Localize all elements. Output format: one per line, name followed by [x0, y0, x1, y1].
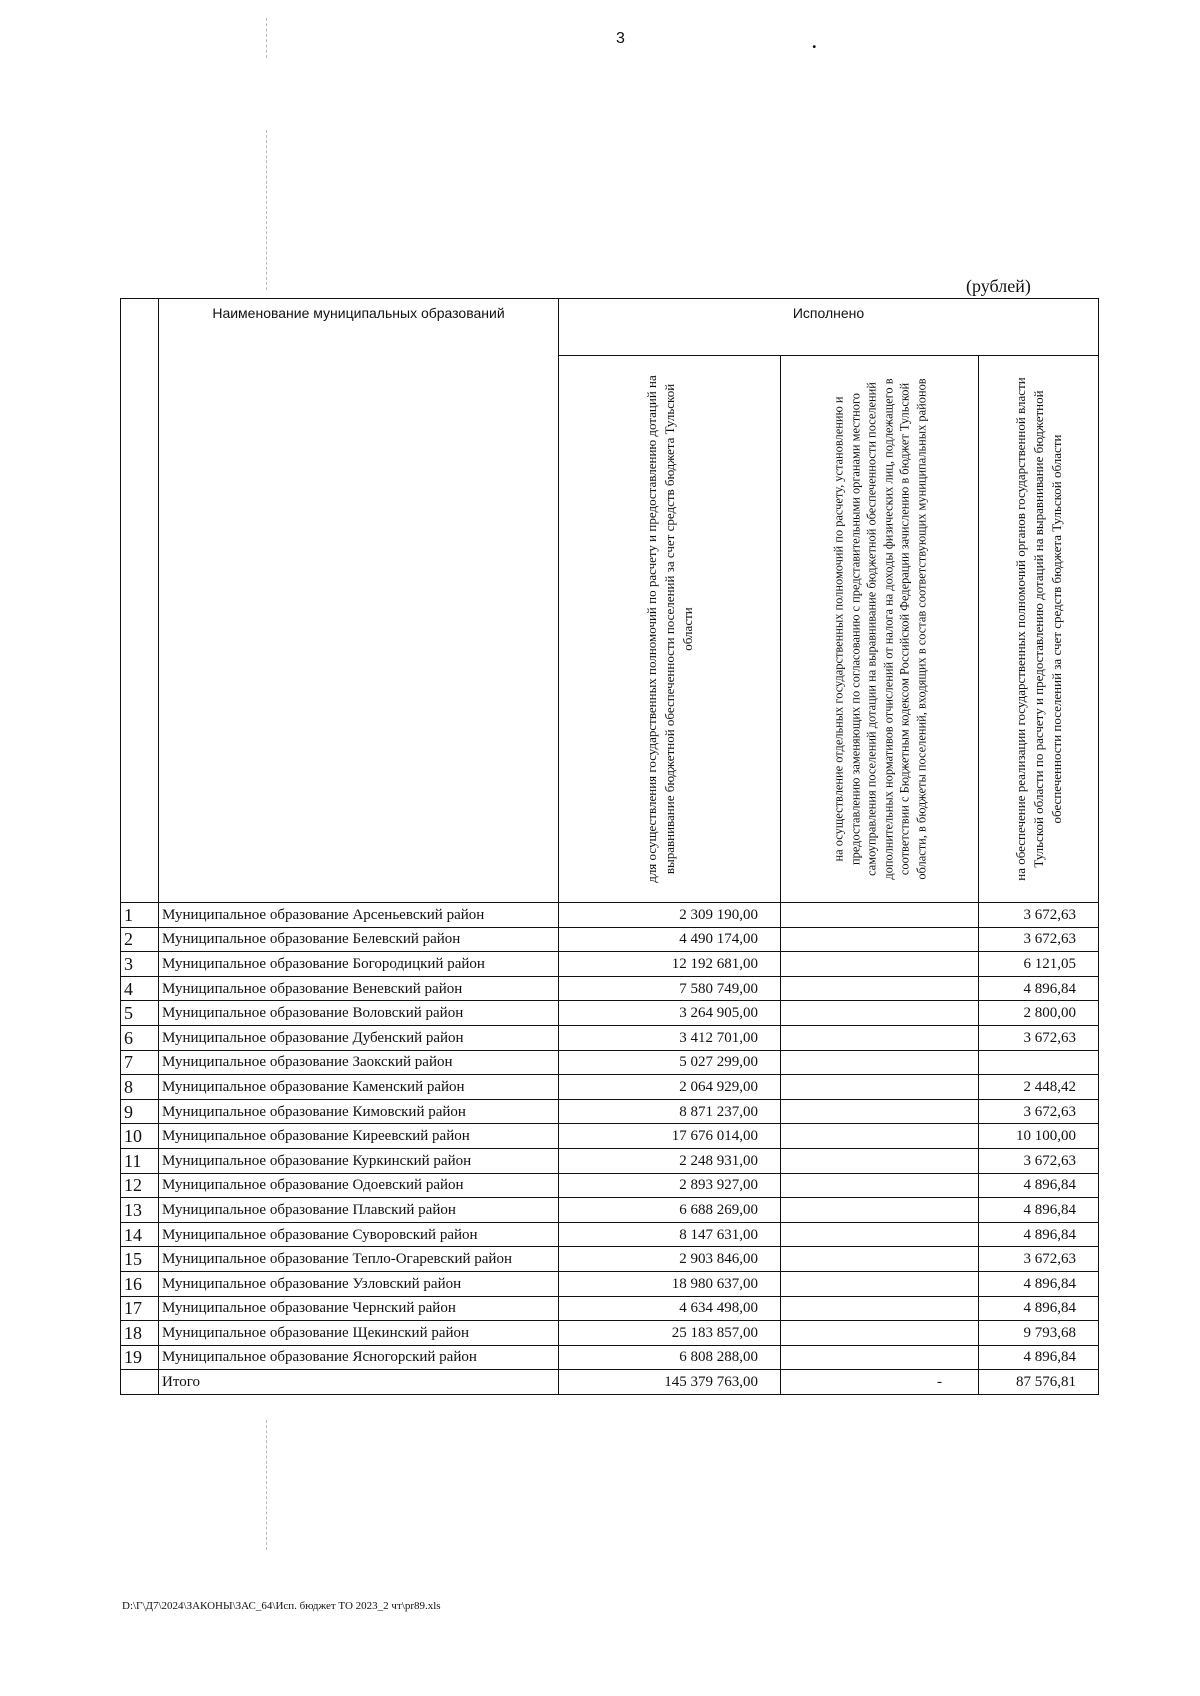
table-row — [121, 1001, 1099, 1026]
row-value-state-powers: 3 412 701,00 — [559, 1025, 781, 1050]
row-municipality-name: Муниципальное образование Киреевский район — [159, 1124, 559, 1149]
row-value-separate-powers — [781, 1124, 979, 1149]
table-row — [121, 1124, 1099, 1149]
row-value-ensuring-implementation: 4 896,84 — [979, 1271, 1099, 1296]
row-value-state-powers: 6 808 288,00 — [559, 1345, 781, 1370]
table-body — [121, 903, 1099, 1395]
row-number: 6 — [121, 1025, 159, 1050]
row-number: 2 — [121, 927, 159, 952]
row-value-state-powers: 4 490 174,00 — [559, 927, 781, 952]
table-row — [121, 903, 1099, 928]
row-municipality-name: Муниципальное образование Белевский район — [159, 927, 559, 952]
row-value-state-powers: 8 147 631,00 — [559, 1222, 781, 1247]
table-row — [121, 1025, 1099, 1050]
row-municipality-name: Муниципальное образование Плавский район — [159, 1198, 559, 1223]
table-row — [121, 1075, 1099, 1100]
row-number: 16 — [121, 1271, 159, 1296]
row-value-separate-powers — [781, 1345, 979, 1370]
table-row — [121, 1345, 1099, 1370]
row-value-separate-powers — [781, 1296, 979, 1321]
row-municipality-name: Муниципальное образование Богородицкий район — [159, 952, 559, 977]
row-municipality-name: Муниципальное образование Тепло-Огаревский район — [159, 1247, 559, 1272]
header-col-state-powers — [559, 356, 781, 903]
row-municipality-name: Муниципальное образование Чернский район — [159, 1296, 559, 1321]
row-value-state-powers: 2 064 929,00 — [559, 1075, 781, 1100]
budget-table — [120, 298, 1099, 1395]
row-value-ensuring-implementation: 4 896,84 — [979, 1173, 1099, 1198]
row-number: 13 — [121, 1198, 159, 1223]
row-value-separate-powers — [781, 1198, 979, 1223]
row-number: 7 — [121, 1050, 159, 1075]
row-value-state-powers: 8 871 237,00 — [559, 1099, 781, 1124]
row-number: 15 — [121, 1247, 159, 1272]
table-total-row — [121, 1370, 1099, 1395]
table-row — [121, 1321, 1099, 1346]
row-value-ensuring-implementation: 3 672,63 — [979, 1247, 1099, 1272]
row-number: 5 — [121, 1001, 159, 1026]
header-col-separate-powers — [781, 356, 979, 903]
row-value-ensuring-implementation: 3 672,63 — [979, 903, 1099, 928]
row-municipality-name: Муниципальное образование Ясногорский район — [159, 1345, 559, 1370]
row-municipality-name: Муниципальное образование Воловский район — [159, 1001, 559, 1026]
row-value-separate-powers — [781, 1075, 979, 1100]
row-municipality-name: Муниципальное образование Дубенский район — [159, 1025, 559, 1050]
row-number: 14 — [121, 1222, 159, 1247]
row-value-ensuring-implementation: 9 793,68 — [979, 1321, 1099, 1346]
row-municipality-name: Муниципальное образование Куркинский район — [159, 1148, 559, 1173]
row-number: 19 — [121, 1345, 159, 1370]
row-value-separate-powers — [781, 903, 979, 928]
row-municipality-name: Муниципальное образование Каменский район — [159, 1075, 559, 1100]
header-number-col — [121, 299, 159, 903]
row-value-separate-powers — [781, 1001, 979, 1026]
header-col-separate-powers-text: на осуществление отдельных государственных полномочий по расчету, установлению и предоставлению заменяющих по согласованию с представительными органами местного самоуправления поселений дотации на выравнивание бюджетной обеспеченности поселений дополнительных нормативов отчислений от налога на доходы физических лиц, подлежащего в соответствии с Бюджетным кодексом Российской Федерации зачислению в бюджет Тульской области, в бюджеты поселений, входящих в состав соответствующих муниципальных районов — [831, 378, 928, 880]
table-row — [121, 1247, 1099, 1272]
budget-table-container — [120, 298, 1098, 1395]
row-value-separate-powers — [781, 1025, 979, 1050]
page-number: 3 — [616, 30, 625, 47]
header-col-state-powers-text: для осуществления государственных полномочий по расчету и предоставлению дотаций на выравнивание бюджетной обеспеченности поселений за счет средств бюджета Тульской области — [643, 375, 695, 883]
row-value-state-powers: 2 903 846,00 — [559, 1247, 781, 1272]
row-value-ensuring-implementation: 4 896,84 — [979, 1222, 1099, 1247]
row-value-ensuring-implementation: 3 672,63 — [979, 927, 1099, 952]
row-value-separate-powers — [781, 976, 979, 1001]
table-row — [121, 976, 1099, 1001]
row-value-separate-powers — [781, 1173, 979, 1198]
header-municipality-name: Наименование муниципальных образований — [159, 299, 559, 903]
table-row — [121, 1198, 1099, 1223]
row-value-ensuring-implementation: 4 896,84 — [979, 1345, 1099, 1370]
row-value-separate-powers — [781, 1050, 979, 1075]
row-value-state-powers: 17 676 014,00 — [559, 1124, 781, 1149]
row-number: 18 — [121, 1321, 159, 1346]
units-label: (рублей) — [966, 276, 1031, 296]
scan-mark — [266, 1420, 267, 1550]
row-value-separate-powers — [781, 952, 979, 977]
total-value-separate-powers: - — [781, 1370, 979, 1395]
row-value-ensuring-implementation: 3 672,63 — [979, 1025, 1099, 1050]
row-value-ensuring-implementation: 10 100,00 — [979, 1124, 1099, 1149]
scan-mark — [266, 18, 267, 58]
footer-file-path: D:\Г\Д7\2024\ЗАКОНЫ\ЗАС_64\Исп. бюджет ТО 2023_2 чт\pr89.xls — [122, 1600, 441, 1612]
row-value-state-powers: 25 183 857,00 — [559, 1321, 781, 1346]
row-municipality-name: Муниципальное образование Одоевский район — [159, 1173, 559, 1198]
total-value-state-powers: 145 379 763,00 — [559, 1370, 781, 1395]
row-municipality-name: Муниципальное образование Веневский район — [159, 976, 559, 1001]
row-value-ensuring-implementation: 3 672,63 — [979, 1148, 1099, 1173]
row-number: 11 — [121, 1148, 159, 1173]
row-value-state-powers: 2 248 931,00 — [559, 1148, 781, 1173]
table-row — [121, 1050, 1099, 1075]
total-value-ensuring-implementation: 87 576,81 — [979, 1370, 1099, 1395]
row-value-ensuring-implementation: 6 121,05 — [979, 952, 1099, 977]
row-value-ensuring-implementation: 4 896,84 — [979, 1198, 1099, 1223]
row-value-separate-powers — [781, 1099, 979, 1124]
row-value-separate-powers — [781, 1222, 979, 1247]
row-value-ensuring-implementation: 4 896,84 — [979, 976, 1099, 1001]
row-number: 1 — [121, 903, 159, 928]
table-row — [121, 1271, 1099, 1296]
header-col-ensuring-implementation — [979, 356, 1099, 903]
row-number: 9 — [121, 1099, 159, 1124]
table-row — [121, 927, 1099, 952]
stray-mark: . — [812, 32, 817, 52]
row-value-state-powers: 3 264 905,00 — [559, 1001, 781, 1026]
row-value-separate-powers — [781, 1321, 979, 1346]
row-number: 12 — [121, 1173, 159, 1198]
table-row — [121, 952, 1099, 977]
row-municipality-name: Муниципальное образование Кимовский район — [159, 1099, 559, 1124]
scan-mark — [266, 130, 267, 290]
row-number: 10 — [121, 1124, 159, 1149]
row-value-state-powers: 5 027 299,00 — [559, 1050, 781, 1075]
row-municipality-name: Муниципальное образование Узловский район — [159, 1271, 559, 1296]
row-value-state-powers: 2 893 927,00 — [559, 1173, 781, 1198]
total-number-cell — [121, 1370, 159, 1395]
table-row — [121, 1099, 1099, 1124]
row-municipality-name: Муниципальное образование Суворовский район — [159, 1222, 559, 1247]
row-value-ensuring-implementation: 2 448,42 — [979, 1075, 1099, 1100]
row-municipality-name: Муниципальное образование Заокский район — [159, 1050, 559, 1075]
row-value-separate-powers — [781, 1148, 979, 1173]
row-value-state-powers: 18 980 637,00 — [559, 1271, 781, 1296]
total-label: Итого — [159, 1370, 559, 1395]
row-value-ensuring-implementation: 2 800,00 — [979, 1001, 1099, 1026]
table-row — [121, 1148, 1099, 1173]
row-value-state-powers: 4 634 498,00 — [559, 1296, 781, 1321]
row-value-ensuring-implementation — [979, 1050, 1099, 1075]
row-number: 4 — [121, 976, 159, 1001]
row-value-ensuring-implementation: 3 672,63 — [979, 1099, 1099, 1124]
table-row — [121, 1222, 1099, 1247]
row-value-separate-powers — [781, 927, 979, 952]
row-number: 8 — [121, 1075, 159, 1100]
row-value-state-powers: 6 688 269,00 — [559, 1198, 781, 1223]
row-value-state-powers: 7 580 749,00 — [559, 976, 781, 1001]
header-col-ensuring-implementation-text: на обеспечение реализации государственных полномочий органов государственной власти Тульской области по расчету и предоставлению дотаций на выравнивание бюджетной обеспеченности поселений за счет средств бюджета Тульской области — [1012, 377, 1064, 881]
row-municipality-name: Муниципальное образование Арсеньевский район — [159, 903, 559, 928]
row-number: 3 — [121, 952, 159, 977]
table-row — [121, 1296, 1099, 1321]
header-executed: Исполнено — [559, 299, 1099, 356]
row-value-state-powers: 2 309 190,00 — [559, 903, 781, 928]
row-value-separate-powers — [781, 1247, 979, 1272]
row-municipality-name: Муниципальное образование Щекинский район — [159, 1321, 559, 1346]
row-value-separate-powers — [781, 1271, 979, 1296]
row-number: 17 — [121, 1296, 159, 1321]
row-value-state-powers: 12 192 681,00 — [559, 952, 781, 977]
table-row — [121, 1173, 1099, 1198]
row-value-ensuring-implementation: 4 896,84 — [979, 1296, 1099, 1321]
